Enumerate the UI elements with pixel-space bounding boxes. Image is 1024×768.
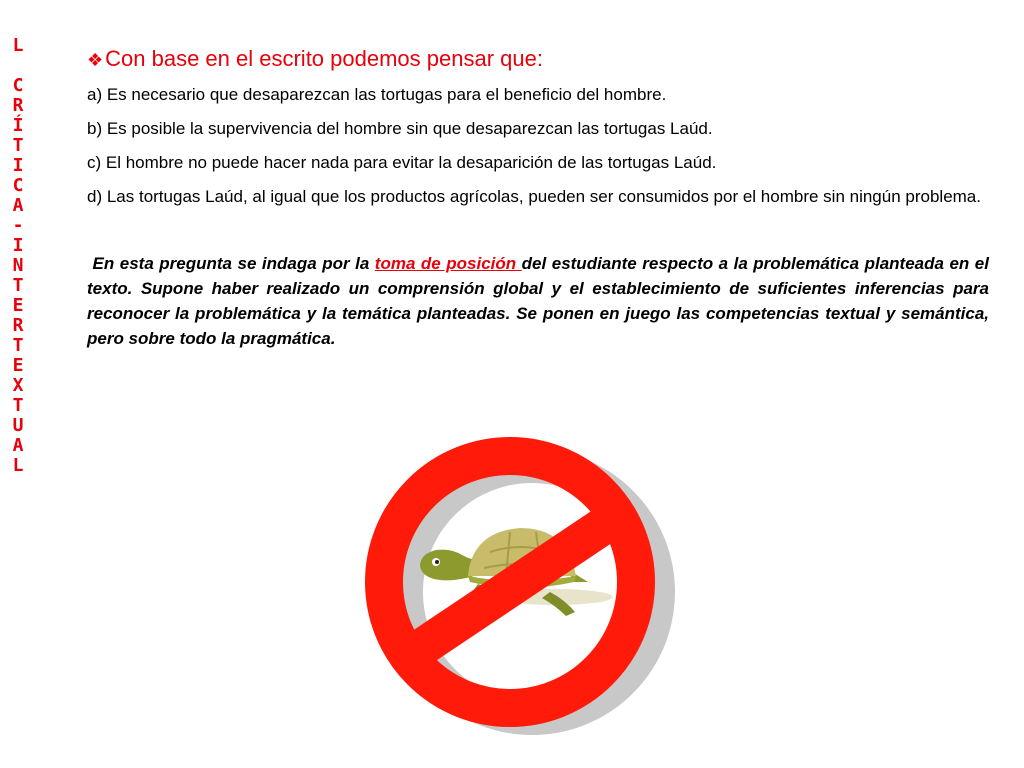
side-title-letter: C (12, 175, 24, 196)
side-title-letter: - (12, 215, 24, 236)
diamond-bullet-icon: ❖ (87, 50, 104, 70)
option-d: d) Las tortugas Laúd, al igual que los productos agrícolas, pueden ser consumidos por el hombre sin ningún problema. (87, 187, 981, 206)
side-title-letter: T (12, 275, 24, 296)
side-title-letter (13, 56, 24, 76)
side-title-letter: I (12, 235, 24, 256)
option-a: a) Es necesario que desaparezcan las tortugas para el beneficio del hombre. (87, 85, 667, 104)
heading-text: Con base en el escrito podemos pensar que: (105, 46, 543, 71)
side-title-letter: X (12, 375, 24, 396)
analysis-paragraph (87, 251, 989, 351)
side-title-letter: Í (12, 115, 24, 136)
side-title-letter: R (12, 95, 24, 116)
side-title-letter: N (12, 255, 24, 276)
slide-heading (87, 44, 989, 75)
analysis-text-before: En esta pregunta se indaga por la (92, 254, 375, 273)
side-title-letter: A (12, 435, 24, 456)
side-title-letter: L (12, 455, 24, 476)
side-title-letter: U (12, 415, 24, 436)
side-title-letter: L (12, 35, 24, 56)
slide-content (87, 44, 989, 368)
analysis-text-after: del estudiante respecto a la problemática planteada en el texto. Supone haber realizado un comprensión global y el establecimiento de suficientes inferencias para reconocer la problemática y la temática planteadas. Se ponen en juego las competencias textual y semántica, pero sobre todo la pragmática. (87, 254, 989, 348)
option-b: b) Es posible la supervivencia del hombre sin que desaparezcan las tortugas Laúd. (87, 119, 713, 138)
side-title-letter: C (12, 75, 24, 96)
option-c: c) El hombre no puede hacer nada para evitar la desaparición de las tortugas Laúd. (87, 153, 717, 172)
side-title-letter: T (12, 135, 24, 156)
side-title-letter: E (12, 355, 24, 376)
side-title-letter: I (12, 155, 24, 176)
side-title-letter: R (12, 315, 24, 336)
side-title-letter: E (12, 295, 24, 316)
side-title-letter: T (12, 335, 24, 356)
side-title-letter: T (12, 395, 24, 416)
analysis-highlight: toma de posición (374, 254, 522, 273)
side-title-letter: A (12, 195, 24, 216)
no-turtles-sign-icon (360, 432, 680, 737)
vertical-side-title (2, 36, 34, 476)
